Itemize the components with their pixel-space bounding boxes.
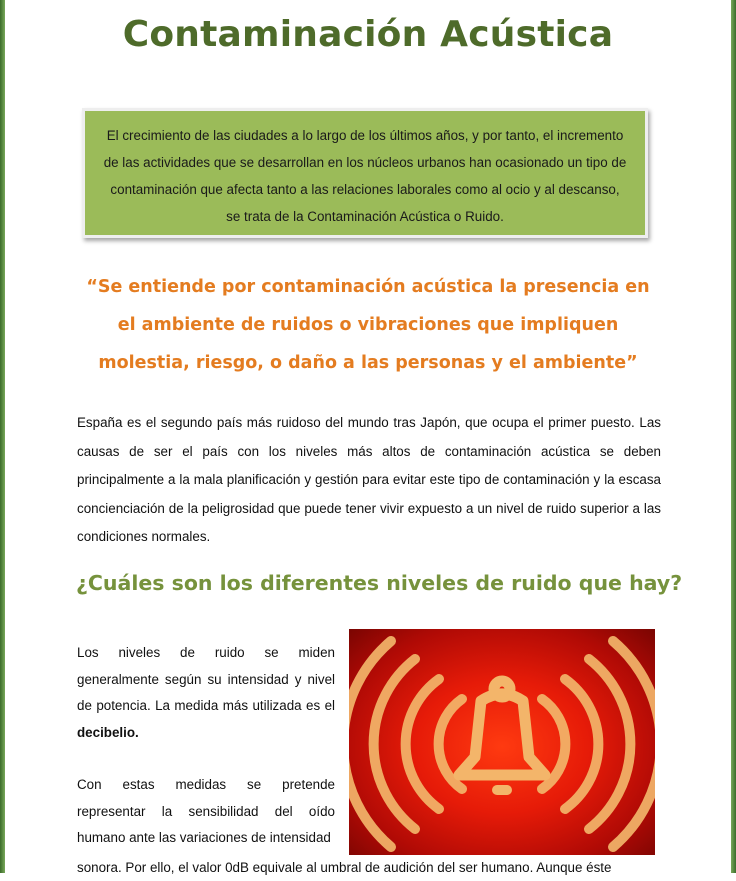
decibel-term: decibelio. [77, 724, 139, 740]
alarm-bell-icon [349, 629, 655, 855]
page-border-right [731, 0, 736, 873]
paragraph-continued: sonora. Por ello, el valor 0dB equivale al umbral de audición del ser humano. Aunque éste [77, 860, 612, 875]
paragraph-levels-text: Los niveles de ruido se miden generalmente según su intensidad y nivel de potencia. La medida más utilizada es el [77, 645, 335, 713]
page-title: Contaminación Acústica [122, 14, 614, 55]
intro-box: El crecimiento de las ciudades a lo largo de los últimos años, y por tanto, el incremento de las actividades que se desarrollan en los núcleos urbanos han ocasionado un tipo de contaminación que afecta tanto a las relaciones laborales como al ocio y al descanso, se trata de la Contaminación Acústica o Ruido. [82, 108, 648, 238]
column-text [77, 640, 335, 852]
paragraph-levels [77, 640, 335, 746]
paragraph-spain: España es el segundo país más ruidoso del mundo tras Japón, que ocupa el primer puesto. Las causas de ser el país con los niveles más altos de contaminación acústica se deben principalmente a la mala planificación y gestión para evitar este tipo de contaminación y la escasa concienciación de la peligrosidad que puede tener vivir expuesto a un nivel de ruido superior a las condiciones normales. [77, 415, 661, 544]
document-page [5, 0, 731, 873]
paragraph-measures: Con estas medidas se pretende representar la sensibilidad del oído humano ante las variaciones de intensidad [77, 777, 335, 845]
section-heading: ¿Cuáles son los diferentes niveles de ruido que hay? [76, 571, 683, 595]
definition-quote: “Se entiende por contaminación acústica la presencia en el ambiente de ruidos o vibraciones que impliquen molestia, riesgo, o daño a las personas y el ambiente” [86, 277, 650, 373]
alarm-image [349, 629, 655, 855]
